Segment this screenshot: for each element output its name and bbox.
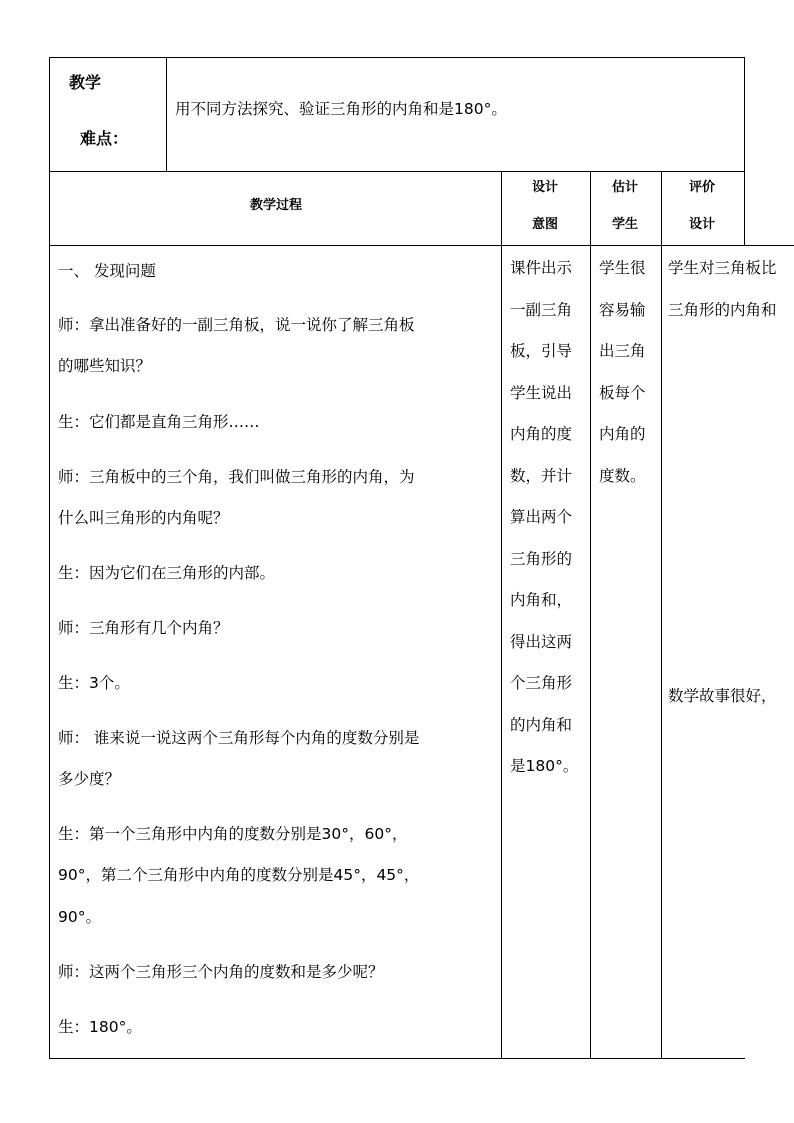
label-col-divider: [166, 57, 167, 171]
design-intent-line: 个三角形: [510, 674, 573, 692]
difficulty-label-line1: 教学: [69, 73, 102, 92]
process-line: 师： 谁来说一说这两个三角形每个内角的度数分别是: [58, 729, 420, 747]
design-col-divider: [590, 171, 591, 1059]
design-intent-line: 数，并计: [510, 466, 573, 485]
row-divider-2: [49, 245, 794, 246]
student-estimate-line: 学生很: [599, 259, 646, 277]
design-intent-line: 算出两个: [510, 508, 573, 526]
process-line: 什么叫三角形的内角呢？: [58, 509, 229, 527]
process-line: 多少度？: [58, 770, 121, 788]
evaluation-line: 三角形的内角和: [668, 300, 777, 319]
header-estimate-line1: 估计: [612, 180, 639, 195]
difficulty-label-line2: 难点：: [80, 129, 129, 148]
design-intent-line: 是180°。: [510, 757, 579, 775]
design-intent-line: 内角和，: [510, 591, 573, 609]
design-intent-line: 内角的度: [510, 425, 573, 443]
process-line: 的哪些知识？: [58, 357, 152, 375]
student-estimate-line: 度数。: [599, 466, 646, 485]
header-design-line1: 设计: [532, 180, 559, 195]
design-intent-line: 学生说出: [510, 383, 573, 402]
header-evaluation-line2: 设计: [689, 217, 716, 232]
row-divider-1: [49, 171, 745, 172]
evaluation-line: 学生对三角板比: [668, 259, 777, 277]
process-line: 一、 发现问题: [58, 262, 156, 280]
header-estimate-line2: 学生: [612, 217, 639, 232]
process-line: 师：三角形有几个内角？: [58, 619, 229, 637]
design-intent-line: 得出这两: [510, 632, 573, 651]
process-line: 生：第一个三角形中内角的度数分别是30°，60°，: [58, 825, 408, 843]
estimate-col-divider: [661, 171, 662, 1059]
process-line: 师：拿出准备好的一副三角板，说一说你了解三角板: [58, 316, 415, 334]
evaluation-note: 数学故事很好，: [668, 687, 777, 705]
process-line: 生：180°。: [58, 1018, 142, 1036]
student-estimate-line: 板每个: [599, 383, 646, 402]
header-process: 教学过程: [250, 198, 303, 213]
process-line: 90°，第二个三角形中内角的度数分别是45°，45°，: [58, 866, 420, 884]
process-line: 生：3个。: [58, 674, 130, 692]
process-line: 生：因为它们在三角形的内部。: [58, 564, 276, 582]
process-line: 90°。: [58, 908, 101, 926]
header-evaluation-line1: 评价: [689, 180, 716, 195]
process-line: 师：三角板中的三个角，我们叫做三角形的内角，为: [58, 468, 415, 486]
table-top-border: [49, 57, 745, 58]
design-intent-line: 板，引导: [510, 342, 573, 360]
design-intent-line: 课件出示: [510, 259, 573, 277]
design-intent-line: 三角形的: [510, 549, 573, 568]
student-estimate-line: 出三角: [599, 342, 646, 360]
table-bottom-border: [49, 1058, 745, 1059]
process-line: 生：它们都是直角三角形……: [58, 413, 260, 431]
header-design-line2: 意图: [532, 217, 559, 232]
design-intent-line: 一副三角: [510, 300, 573, 319]
table-right-border-top: [744, 57, 745, 246]
evaluation-column: [668, 248, 794, 331]
student-estimate-column: [599, 248, 646, 497]
table-left-border: [49, 57, 50, 1059]
design-intent-line: 的内角和: [510, 715, 573, 734]
process-col-divider: [501, 171, 502, 1059]
student-estimate-line: 容易输: [599, 300, 646, 319]
student-estimate-line: 内角的: [599, 425, 646, 443]
process-line: 师：这两个三角形三个内角的度数和是多少呢？: [58, 963, 384, 981]
design-intent-column: [510, 248, 578, 788]
difficulty-content: 用不同方法探究、验证三角形的内角和是180°。: [175, 100, 507, 118]
